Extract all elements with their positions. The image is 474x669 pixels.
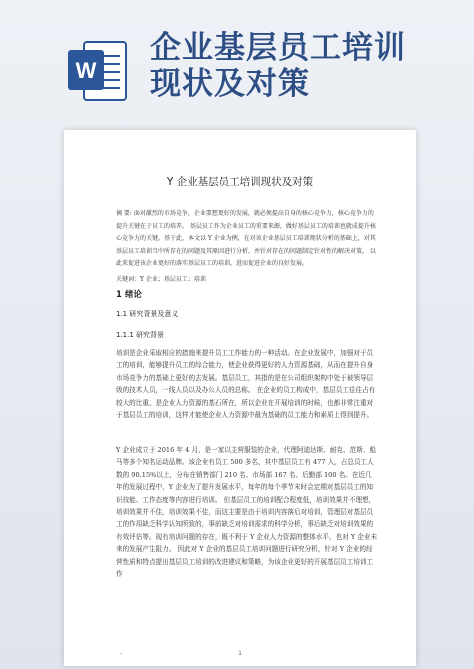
abstract: 摘 要: 面对激烈的市场竞争，企业要想更好的发展，就必须提高自身的核心竞争力，核心竞争力的提升关键在于员工的培养。 基层员工作为企业员工的重要来源，做好基层员工的培训也就成提升核心竞争力的关键。基于此，本文以 Y 企业为例，在对该企业基层员工培训现状分析的基础上，对其基层员工培训当中所存在的问题及其原因进行分析，并针对存在的问题制定针对性的解决对策， 以此来促进该企业更好的落实基层员工的培训，进而促进企业的良好发展。 (116, 210, 376, 268)
word-document-icon (66, 38, 128, 104)
banner-title-line1: 企业基层员工培训 (150, 30, 406, 66)
document-page (64, 130, 416, 666)
heading-1: 1 绪论 (116, 290, 142, 300)
heading-1-1: 1.1 研究背景及意义 (116, 310, 179, 318)
banner-title (150, 30, 450, 102)
word-icon-letter: W (75, 58, 97, 83)
page-number: 1 (238, 650, 242, 657)
banner-title-line2: 现状及对策 (150, 66, 310, 102)
paragraph: 培训是企业采取相应的措施来提升员工工作能力的一种活动。在企业发展中，加强对于员工的培训，能够提升员工的综合能力，使企业获得更好的人力资源基础，从而在提升自身市场竞争力的基础上更好的去发展。基层员工，其指的是在公司组织架构中处于被领导层级的技术人员，一线人员以及办公人员的总称。 在企业的员工构成中，基层员工往往占有较大的比重，是企业人力资源的基石所在，所以企业在开展培训的时候，也都非常注重对于基层员工的培训，这样才能使企业人力资源中最为基础的员工能力和素质上得到提升。 (116, 349, 376, 420)
document-title: Y 企业基层员工培训现状及对策 (166, 176, 314, 188)
footer-mark: - (120, 650, 123, 657)
paragraph: Y 企业成立于 2016 年 4 月，是一家以主营服装的企业，代理阿迪达斯、耐克、范斯、彪马等多个知名运动品牌。该企业有员工 500 多名，其中基层员工有 477 人，占总员工人数的 90.15%以上，分布在销售部门 210 名、市场部 167 名、后勤部 100 名。在近几年的发展过程中，Y 企业为了提升发展水平，每年的每个季节末时会定期对基层员工的知识技能、工作态度等内容进行培训。 但基层员工的培训配合程度低，培训效果并不理想，培训效果并不佳，培训效果不佳，而这主要是由于培训内容落后对培训，管理层对基层员工的作用缺乏科学认知所致的，事前缺乏对培训需求的科学分析，事后缺乏对培训效果的有效评估等。现有培训问题的存在，既不利于 Y 企业人力资源的整体水平，也对 Y 企业未来的发展产生阻力。 因此对 Y 企业的基层员工培训问题进行研究分析，针对 Y 企业的经营性质和特点提出基层员工培训的改进建议和策略，为该企业更好的开展基层员工培训工作 (116, 446, 378, 579)
keywords: 关键词：Y 企业；基层员工；培训 (116, 276, 206, 283)
heading-1-1-1: 1.1.1 研究背景 (116, 331, 165, 339)
